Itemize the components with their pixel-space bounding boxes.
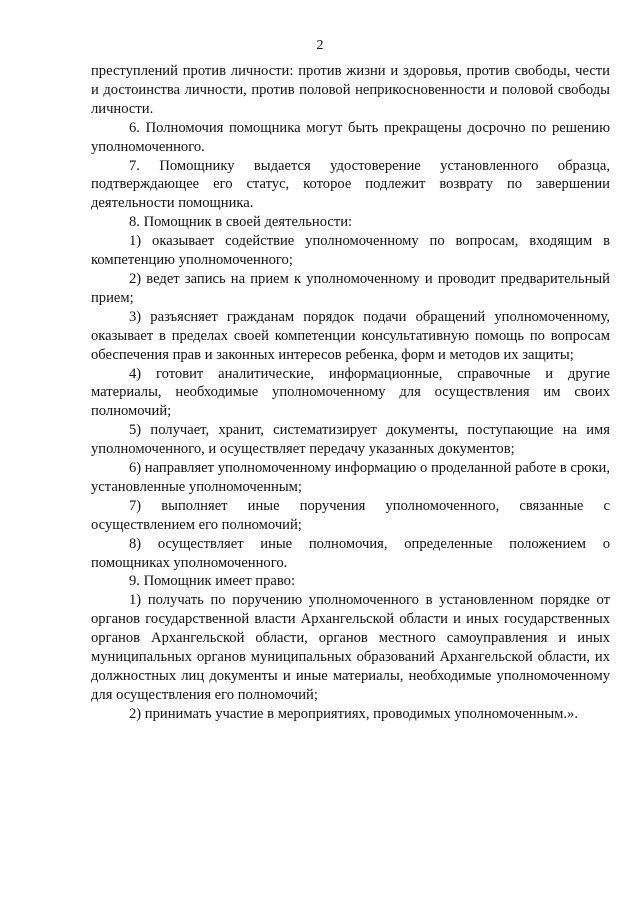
list-item-8-6: 6) направляет уполномоченному информацию о проделанной работе в сроки, установленные уполномоченным; (91, 460, 610, 495)
list-item-9-1: 1) получать по поручению уполномоченного в установленном порядке от органов государственной власти Архангельской области и иных государственных органов Архангельской области, органов местного самоуправления и иных муниципальных органов муниципальных образований Архангельской области, их должностных лиц документы и иные материалы, необходимые уполномоченному для осуществления его полномочий; (91, 592, 610, 703)
list-item-8-2: 2) ведет запись на прием к уполномоченному и проводит предварительный прием; (91, 270, 610, 306)
page-number: 2 (316, 38, 324, 53)
list-item-8-4: 4) готовит аналитические, информационные, справочные и другие материалы, необходимые уполномоченному для осуществления им своих полномочий; (91, 365, 610, 420)
paragraph-continuation: преступлений против личности: против жизни и здоровья, против свободы, чести и достоинства личности, против половой неприкосновенности и половой свободы личности. (91, 63, 610, 117)
paragraph-item-7: 7. Помощнику выдается удостоверение установленного образца, подтверждающее его статус, которое подлежит возврату по завершении деятельности помощника. (91, 157, 610, 212)
paragraph-item-9-heading: 9. Помощник имеет право: (129, 573, 296, 590)
list-item-8-3: 3) разъясняет гражданам порядок подачи обращений уполномоченному, оказывает в пределах своей компетенции консультативную помощь по вопросам обеспечения прав и законных интересов ребенка, форм и методов их защиты; (91, 308, 610, 363)
list-item-8-5: 5) получает, хранит, систематизирует документы, поступающие на имя уполномоченного, и осуществляет передачу указанных документов; (91, 422, 610, 458)
list-item-8-7: 7) выполняет иные поручения уполномоченного, связанные с осуществлением его полномочий; (91, 497, 610, 533)
list-item-9-2: 2) принимать участие в мероприятиях, проводимых уполномоченным.». (129, 705, 578, 722)
document-body (91, 62, 610, 724)
paragraph-item-8-heading: 8. Помощник в своей деятельности: (129, 214, 353, 231)
paragraph-item-6: 6. Полномочия помощника могут быть прекращены досрочно по решению уполномоченного. (91, 119, 610, 155)
list-item-8-1: 1) оказывает содействие уполномоченному по вопросам, входящим в компетенцию уполномоченного; (91, 233, 610, 269)
list-item-8-8: 8) осуществляет иные полномочия, определенные положением о помощниках уполномоченного. (91, 535, 610, 571)
